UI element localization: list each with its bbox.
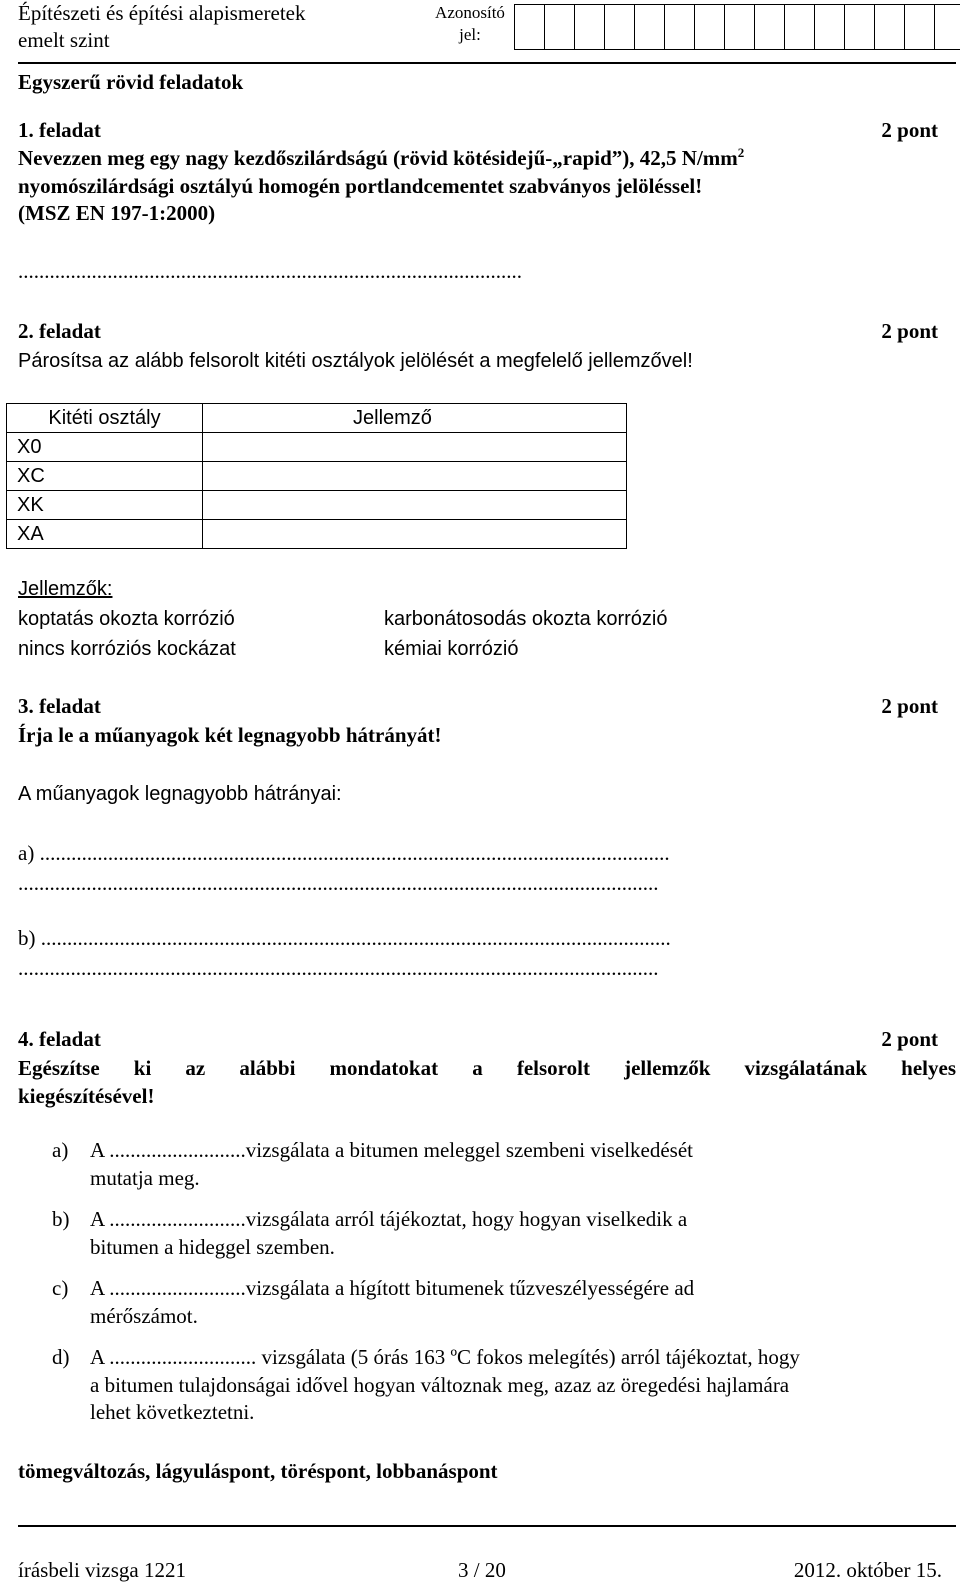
footer-date: 2012. október 15. bbox=[793, 1558, 942, 1582]
task2-heading bbox=[18, 318, 938, 346]
item-label: a) bbox=[52, 1138, 69, 1162]
task2-points: 2 pont bbox=[881, 319, 938, 343]
table-row bbox=[7, 491, 627, 520]
id-label-line2: jel: bbox=[459, 25, 481, 44]
item-label: c) bbox=[52, 1276, 69, 1300]
item-text[interactable]: A ..........................vizsgálata arról tájékoztat, hogy hogyan viselkedik a bbox=[90, 1207, 688, 1231]
task3-title: 3. feladat bbox=[18, 694, 101, 718]
characteristic-option: nincs korróziós kockázat bbox=[18, 638, 236, 660]
item-text-cont: mérőszámot. bbox=[90, 1303, 198, 1328]
task1-answer-line[interactable]: ................................................................................................ bbox=[18, 259, 522, 283]
task4-prompt-line2: kiegészítésével! bbox=[18, 1083, 155, 1108]
id-cell[interactable] bbox=[574, 4, 605, 50]
id-cell[interactable] bbox=[904, 4, 935, 50]
word-bank: tömegváltozás, lágyuláspont, töréspont, lobbanáspont bbox=[18, 1459, 498, 1483]
task1-sup: 2 bbox=[737, 145, 745, 160]
table-cell-answer[interactable] bbox=[203, 520, 627, 549]
task3-subtitle: A műanyagok legnagyobb hátrányai: bbox=[18, 783, 342, 805]
id-grid[interactable] bbox=[515, 4, 960, 50]
table-cell-class: XA bbox=[7, 520, 203, 549]
task4-heading bbox=[18, 1026, 938, 1054]
id-cell[interactable] bbox=[604, 4, 635, 50]
id-cell[interactable] bbox=[874, 4, 905, 50]
table-row bbox=[7, 433, 627, 462]
footer-page-number: 3 / 20 bbox=[458, 1558, 506, 1582]
item-text[interactable]: A ............................ vizsgálata (5 órás 163 ºC fokos melegítés) arról tájékoztat, hogy bbox=[90, 1345, 800, 1369]
task1-line3: (MSZ EN 197-1:2000) bbox=[18, 201, 216, 226]
task3-answer-line[interactable]: b) ........................................................................................................................ bbox=[18, 926, 671, 950]
table-row bbox=[7, 462, 627, 491]
task1-prompt bbox=[18, 144, 953, 228]
header-rule bbox=[18, 62, 956, 64]
task2-prompt: Párosítsa az alább felsorolt kitéti osztályok jelölését a megfelelő jellemzővel! bbox=[18, 350, 693, 372]
header-subject-line1: Építészeti és építési alapismeretek bbox=[18, 1, 306, 25]
list-item bbox=[52, 1137, 932, 1192]
task1-heading bbox=[18, 117, 938, 145]
header-subject bbox=[18, 0, 305, 54]
id-label bbox=[430, 2, 510, 46]
table-header-row bbox=[7, 404, 627, 433]
id-cell[interactable] bbox=[694, 4, 725, 50]
item-text-cont: a bitumen tulajdonságai idővel hogyan változnak meg, azaz az öregedési hajlamára bbox=[90, 1372, 790, 1397]
task4-prompt bbox=[18, 1055, 956, 1110]
id-cell[interactable] bbox=[544, 4, 575, 50]
id-label-line1: Azonosító bbox=[435, 3, 505, 22]
task4-points: 2 pont bbox=[881, 1027, 938, 1051]
task4-prompt-line1: Egészítse ki az alábbi mondatokat a felsorolt jellemzők vizsgálatának helyes bbox=[18, 1056, 956, 1080]
characteristic-option: koptatás okozta korrózió bbox=[18, 608, 235, 630]
task3-answer-line[interactable]: a) ........................................................................................................................ bbox=[18, 841, 670, 865]
table-row bbox=[7, 520, 627, 549]
task3-prompt: Írja le a műanyagok két legnagyobb hátrányát! bbox=[18, 723, 442, 747]
id-cell[interactable] bbox=[724, 4, 755, 50]
table-cell-class: XK bbox=[7, 491, 203, 520]
id-cell[interactable] bbox=[634, 4, 665, 50]
task1-points: 2 pont bbox=[881, 118, 938, 142]
section-title: Egyszerű rövid feladatok bbox=[18, 70, 244, 94]
task1-line1: Nevezzen meg egy nagy kezdőszilárdságú (rövid kötésidejű-„rapid”), 42,5 N/mm bbox=[18, 146, 738, 170]
task3-answer-line[interactable]: .......................................................................................................................... bbox=[18, 956, 659, 980]
header-subject-line2: emelt szint bbox=[18, 28, 110, 52]
id-cell[interactable] bbox=[754, 4, 785, 50]
list-item bbox=[52, 1206, 932, 1261]
item-text-cont: mutatja meg. bbox=[90, 1165, 200, 1190]
table-cell-class: XC bbox=[7, 462, 203, 491]
characteristic-option: kémiai korrózió bbox=[384, 638, 519, 660]
table-header-class: Kitéti osztály bbox=[7, 404, 203, 433]
item-text[interactable]: A ..........................vizsgálata a hígított bitumenek tűzveszélyességére ad bbox=[90, 1276, 695, 1300]
footer-rule bbox=[18, 1525, 956, 1527]
task3-points: 2 pont bbox=[881, 694, 938, 718]
item-label: d) bbox=[52, 1345, 70, 1369]
item-text-cont: lehet következtetni. bbox=[90, 1400, 255, 1425]
list-item bbox=[52, 1275, 932, 1330]
id-cell[interactable] bbox=[844, 4, 875, 50]
task1-line2: nyomószilárdsági osztályú homogén portlandcementet szabványos jelöléssel! bbox=[18, 173, 703, 198]
characteristics-title: Jellemzők: bbox=[18, 578, 113, 600]
id-cell[interactable] bbox=[664, 4, 695, 50]
list-item bbox=[52, 1344, 932, 1427]
table-cell-answer[interactable] bbox=[203, 433, 627, 462]
id-cell[interactable] bbox=[934, 4, 960, 50]
table-header-characteristic: Jellemző bbox=[203, 404, 627, 433]
footer-left: írásbeli vizsga 1221 bbox=[18, 1558, 186, 1582]
task3-heading bbox=[18, 693, 938, 721]
task3-answer-line[interactable]: .......................................................................................................................... bbox=[18, 871, 659, 895]
table-cell-class: X0 bbox=[7, 433, 203, 462]
item-text-cont: bitumen a hideggel szemben. bbox=[90, 1234, 335, 1259]
characteristic-option: karbonátosodás okozta korrózió bbox=[384, 608, 668, 630]
id-cell[interactable] bbox=[514, 4, 545, 50]
exposure-class-table bbox=[6, 403, 627, 549]
table-cell-answer[interactable] bbox=[203, 462, 627, 491]
table-cell-answer[interactable] bbox=[203, 491, 627, 520]
task4-title: 4. feladat bbox=[18, 1027, 101, 1051]
task1-title: 1. feladat bbox=[18, 118, 101, 142]
item-label: b) bbox=[52, 1207, 70, 1231]
id-cell[interactable] bbox=[814, 4, 845, 50]
task2-title: 2. feladat bbox=[18, 319, 101, 343]
id-cell[interactable] bbox=[784, 4, 815, 50]
item-text[interactable]: A ..........................vizsgálata a bitumen meleggel szembeni viselkedését bbox=[90, 1138, 694, 1162]
